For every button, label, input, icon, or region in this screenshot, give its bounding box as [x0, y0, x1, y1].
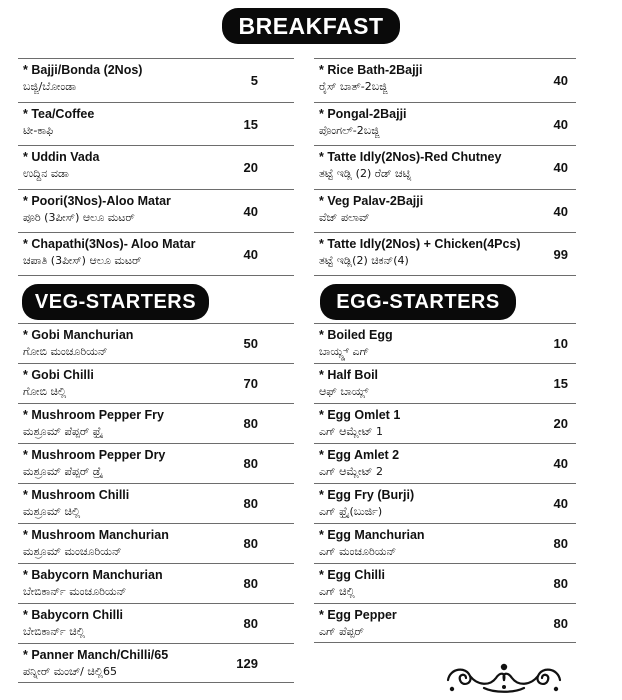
menu-item	[18, 603, 294, 643]
menu-item	[18, 102, 294, 146]
item-price: 80	[243, 416, 258, 431]
item-price: 80	[243, 576, 258, 591]
item-local-name: ಟೀ-ಕಾಫಿ	[23, 123, 54, 137]
veg-starters-heading: VEG-STARTERS	[22, 284, 209, 320]
item-price: 129	[236, 656, 258, 671]
item-name: * Mushroom Chilli	[23, 488, 130, 502]
item-name: * Uddin Vada	[23, 150, 100, 165]
item-name: * Panner Manch/Chilli/65	[23, 648, 169, 662]
item-price: 5	[250, 73, 258, 88]
item-price: 80	[553, 576, 568, 591]
item-local-name: ಗೋಬಿ ಚಿಲ್ಲಿ	[23, 385, 67, 398]
item-local-name: ಎಗ್ ಪೆಪ್ಪರ್	[319, 625, 364, 638]
menu-item	[314, 403, 576, 443]
item-name: * Egg Fry (Burji)	[319, 488, 415, 502]
item-price: 40	[553, 496, 568, 511]
item-price: 80	[243, 456, 258, 471]
item-name: * Gobi Manchurian	[23, 328, 134, 342]
item-local-name: ಬಾಯ್ಲ್ಡ್ ಎಗ್	[319, 345, 370, 358]
item-local-name: ಮಶ್ರೂಮ್ ಪೆಪ್ಪರ್ ಡ್ರೈ	[23, 465, 104, 478]
veg-starters-list	[18, 323, 294, 683]
item-price: 15	[243, 116, 258, 132]
item-local-name: ಮಶ್ರೂಮ್ ಮಂಚೂರಿಯನ್	[23, 545, 122, 558]
item-name: * Babycorn Chilli	[23, 608, 124, 622]
item-name: * Veg Palav-2Bajji	[319, 193, 424, 208]
item-name: * Gobi Chilli	[23, 368, 94, 382]
menu-item	[314, 189, 576, 233]
item-local-name: ರೈಸ್ ಬಾತ್-2ಬಜ್ಜಿ	[319, 80, 388, 93]
egg-starters-list	[314, 323, 576, 643]
item-name: * Bajji/Bonda (2Nos)	[23, 63, 143, 77]
item-local-name: ಮಶ್ರೂಮ್ ಪೆಪ್ಪರ್ ಫ್ರೈ	[23, 425, 104, 438]
flourish-ornament-icon	[444, 660, 564, 694]
menu-item	[314, 363, 576, 403]
item-name: * Egg Amlet 2	[319, 448, 400, 462]
item-name: * Mushroom Manchurian	[23, 528, 169, 542]
item-name: * Mushroom Pepper Dry	[23, 448, 166, 462]
item-price: 80	[553, 616, 568, 631]
item-local-name: ಪೂರಿ (3ಪೀಸ್) ಆಲೂ ಮಟರ್	[23, 210, 135, 224]
menu-item	[314, 232, 576, 276]
menu-item	[18, 232, 294, 276]
item-price: 99	[553, 247, 568, 263]
item-price: 40	[553, 456, 568, 471]
item-price: 80	[243, 616, 258, 631]
item-name: * Egg Pepper	[319, 608, 397, 622]
item-local-name: ಎಗ್ ಆಮ್ಲೇಟ್ 1	[319, 425, 383, 438]
breakfast-right-list	[314, 58, 576, 276]
menu-item	[18, 323, 294, 363]
item-local-name: ಎಗ್ ಚಿಲ್ಲಿ	[319, 585, 355, 598]
menu-item	[314, 145, 576, 189]
item-local-name: ಆಫ್ ಬಾಯ್ಲ್	[319, 385, 369, 398]
item-local-name: ಪೊಂಗಲ್-2ಬಜ್ಜಿ	[319, 123, 380, 137]
item-name: * Egg Manchurian	[319, 528, 425, 542]
menu-item	[314, 523, 576, 563]
item-price: 40	[243, 203, 258, 219]
menu-item	[18, 523, 294, 563]
menu-item	[314, 102, 576, 146]
item-name: * Pongal-2Bajji	[319, 106, 407, 121]
item-local-name: ಬೇಬಿಕಾರ್ನ್ ಚಿಲ್ಲಿ	[23, 625, 85, 638]
item-name: * Babycorn Manchurian	[23, 568, 163, 582]
menu-item	[18, 363, 294, 403]
menu-item	[314, 483, 576, 523]
item-name: * Egg Omlet 1	[319, 408, 401, 422]
menu-item	[18, 563, 294, 603]
item-name: * Rice Bath-2Bajji	[319, 63, 423, 77]
item-price: 80	[243, 496, 258, 511]
item-local-name: ತಟ್ಟೆ ಇಡ್ಲಿ (2) ರೆಡ್ ಚಟ್ನಿ	[319, 167, 412, 181]
breakfast-heading: BREAKFAST	[222, 8, 400, 44]
item-name: * Half Boil	[319, 368, 379, 382]
menu-item	[18, 443, 294, 483]
item-price: 40	[553, 160, 568, 176]
item-name: * Boiled Egg	[319, 328, 393, 342]
item-local-name: ಎಗ್ ಫ್ರೈ(ಬುರ್ಜಿ)	[319, 505, 383, 518]
item-name: * Chapathi(3Nos)- Aloo Matar	[23, 237, 196, 252]
item-local-name: ಉದ್ದಿನ ವಡಾ	[23, 167, 69, 181]
item-price: 80	[553, 536, 568, 551]
menu-item	[314, 603, 576, 643]
menu-item	[314, 563, 576, 603]
item-price: 40	[553, 116, 568, 132]
menu-item	[314, 323, 576, 363]
item-price: 70	[243, 376, 258, 391]
menu-item	[18, 189, 294, 233]
item-name: * Tatte Idly(2Nos) + Chicken(4Pcs)	[319, 237, 521, 252]
item-local-name: ಬೇಬಿಕಾರ್ನ್ ಮಂಚೂರಿಯನ್	[23, 585, 127, 598]
item-local-name: ಚಪಾತಿ (3ಪೀಸ್) ಆಲೂ ಮಟರ್	[23, 254, 142, 268]
menu-item	[314, 58, 576, 102]
item-local-name: ಎಗ್ ಆಮ್ಲೇಟ್ 2	[319, 465, 383, 478]
item-price: 40	[553, 203, 568, 219]
menu-item	[18, 145, 294, 189]
item-name: * Mushroom Pepper Fry	[23, 408, 164, 422]
item-price: 10	[553, 336, 568, 351]
item-price: 20	[553, 416, 568, 431]
menu-item	[18, 403, 294, 443]
menu-item	[18, 643, 294, 683]
menu-item	[314, 443, 576, 483]
item-name: * Poori(3Nos)-Aloo Matar	[23, 193, 171, 208]
menu-item	[18, 483, 294, 523]
item-price: 40	[243, 247, 258, 263]
item-name: * Tatte Idly(2Nos)-Red Chutney	[319, 150, 502, 165]
item-local-name: ವೆಜ್ ಪಲಾವ್	[319, 210, 370, 224]
item-price: 80	[243, 536, 258, 551]
breakfast-left-list	[18, 58, 294, 276]
item-price: 20	[243, 160, 258, 176]
item-local-name: ಮಶ್ರೂಮ್ ಚಿಲ್ಲಿ	[23, 505, 81, 518]
item-local-name: ಎಗ್ ಮಂಚೂರಿಯನ್	[319, 545, 397, 558]
item-local-name: ಬಜ್ಜಿ/ಬೋಂಡಾ	[23, 80, 77, 93]
item-local-name: ಗೋಬಿ ಮಂಚೂರಿಯನ್	[23, 345, 108, 358]
item-price: 40	[553, 73, 568, 88]
menu-item	[18, 58, 294, 102]
egg-starters-heading: EGG-STARTERS	[320, 284, 516, 320]
item-price: 50	[243, 336, 258, 351]
item-local-name: ತಟ್ಟೆ ಇಡ್ಲಿ(2) ಚಿಕನ್(4)	[319, 254, 409, 268]
item-local-name: ಪನ್ನೀರ್ ಮಂಚ್/ ಚಿಲ್ಲಿ65	[23, 665, 118, 678]
item-name: * Egg Chilli	[319, 568, 385, 582]
item-name: * Tea/Coffee	[23, 106, 95, 121]
item-price: 15	[553, 376, 568, 391]
